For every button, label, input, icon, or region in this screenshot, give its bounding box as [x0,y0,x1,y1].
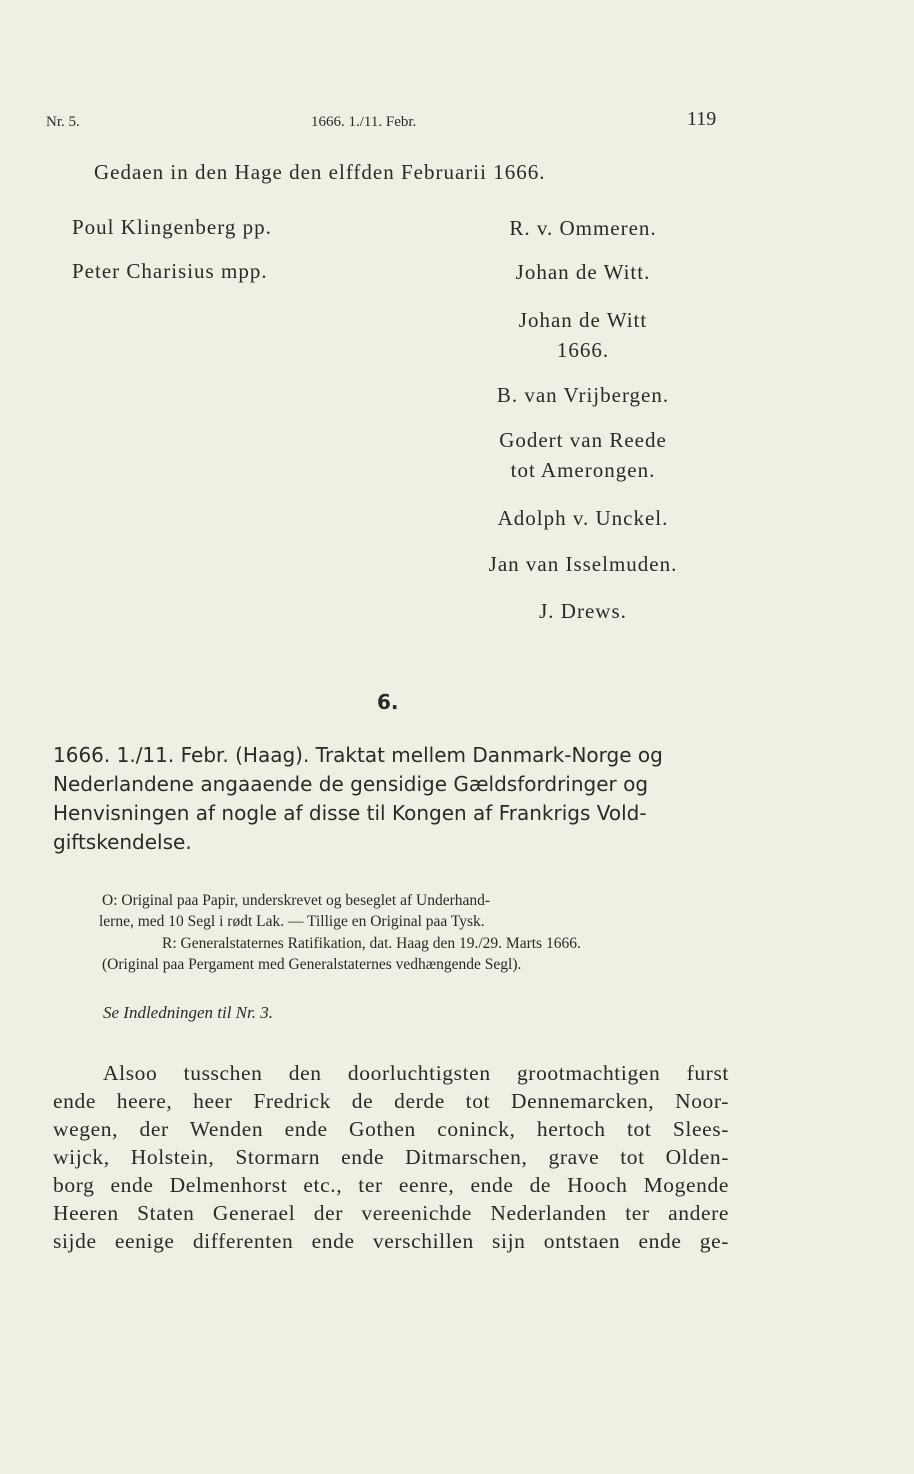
body-text-line: wijck, Holstein, Stormarn ende Ditmarschen, grave tot Olden- [53,1145,729,1169]
source-note-o [99,890,491,932]
reference-note: Se Indledningen til Nr. 3. [103,1003,273,1022]
section-title-line: 1666. 1./11. Febr. (Haag). Traktat mellem Danmark-Norge og [53,743,663,767]
source-note-r [102,933,581,975]
note-line: lerne, med 10 Segl i rødt Lak. — Tillige en Original paa Tysk. [99,913,485,930]
page-number: 119 [687,108,717,130]
note-line: (Original paa Pergament med Generalstaternes vedhængende Segl). [102,956,522,973]
signature-right: Johan de Witt 1666. [518,308,648,362]
signature-left: Peter Charisius mpp. [72,259,268,283]
signature-right: B. van Vrijbergen. [496,383,670,407]
section-title [53,741,663,857]
signature-right: Johan de Witt. [515,260,651,284]
signature-right: Adolph v. Unckel. [497,506,669,530]
section-number: 6. [377,690,399,714]
section-title-line: Henvisningen af nogle af disse til Kongen af Frankrigs Vold- [53,801,647,825]
closing-line: Gedaen in den Hage den elffden Februarii 1666. [94,160,546,184]
running-header-left: Nr. 5. [46,114,80,130]
section-title-line: Nederlandene angaaende de gensidige Gældsfordringer og [53,772,649,796]
signature-right: Jan van Isselmuden. [488,552,678,576]
body-text-line: borg ende Delmenhorst etc., ter eenre, ende de Hooch Mogende [53,1173,729,1197]
signature-right: Godert van Reede tot Amerongen. [499,428,667,482]
body-text-line: ende heere, heer Fredrick de derde tot Dennemarcken, Noor- [53,1089,729,1113]
note-line: O: Original paa Papir, underskrevet og beseglet af Underhand- [102,892,491,909]
running-header-center: 1666. 1./11. Febr. [311,114,417,130]
signature-left: Poul Klingenberg pp. [72,215,272,239]
section-title-line: giftskendelse. [53,830,192,854]
note-line: R: Generalstaternes Ratifikation, dat. Haag den 19./29. Marts 1666. [162,935,581,952]
body-text-line: Heeren Staten Generael der vereenichde Nederlanden ter andere [53,1201,729,1225]
signature-right: J. Drews. [539,599,627,623]
body-text-line: sijde eenige differenten ende verschillen sijn ontstaen ende ge- [53,1229,729,1253]
body-text-line: wegen, der Wenden ende Gothen coninck, hertoch tot Slees- [53,1117,729,1141]
signature-right: R. v. Ommeren. [509,216,657,240]
body-text-line: Alsoo tusschen den doorluchtigsten grootmachtigen furst [103,1061,729,1085]
